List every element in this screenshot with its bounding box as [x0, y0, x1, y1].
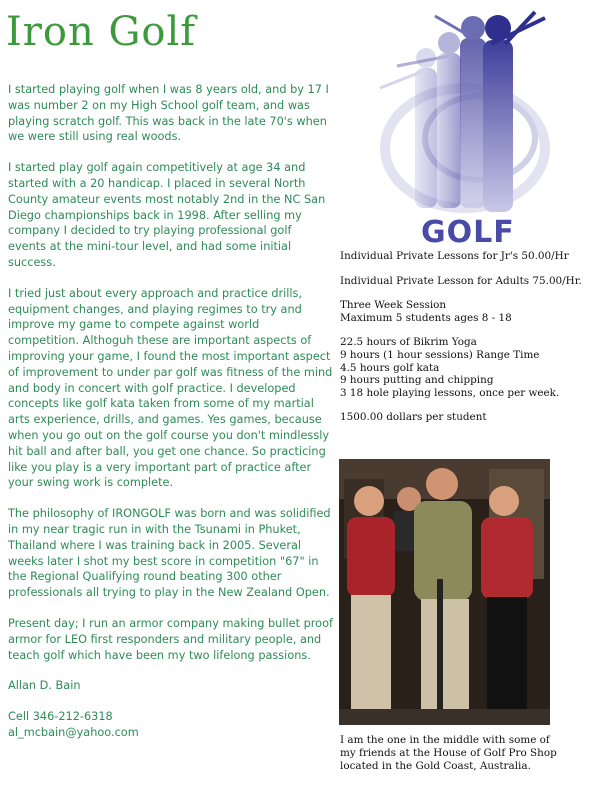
- biography: [8, 82, 333, 741]
- session-details: [340, 299, 595, 324]
- phone-number: Cell 346-212-6318: [8, 710, 113, 724]
- bio-paragraph-1: I started playing golf when I was 8 years old, and by 17 I was number 2 on my High School golf team, and was playing scratch golf. This was back in the late 70's when we were still using real woods.: [8, 83, 329, 144]
- group-photo: [339, 459, 550, 725]
- session-title: Three Week Session: [340, 299, 447, 312]
- bio-paragraph-5: Present day; I run an armor company making bullet proof armor for LEO first responders and military people, and teach golf which have been my two lifelong passions.: [8, 616, 333, 662]
- list-item: 4.5 hours golf kata: [340, 361, 440, 374]
- junior-lesson-price: Individual Private Lessons for Jr's 50.00/Hr: [340, 250, 569, 262]
- photo-caption: I am the one in the middle with some of my friends at the House of Golf Pro Shop located in the Gold Coast, Australia.: [340, 734, 557, 772]
- list-item: 3 18 hole playing lessons, once per week.: [340, 386, 560, 399]
- list-item: 22.5 hours of Bikrim Yoga: [340, 336, 477, 349]
- golfer-swing-icon: [345, 8, 575, 248]
- bio-paragraph-2: I started play golf again competitively at age 34 and started with a 20 handicap. I placed in several North County amateur events most notably 2nd in the NC San Diego championships back in 1998. After selling my company I decided to try playing professional golf events at the mini-tour level, and had some initial success.: [8, 161, 326, 269]
- list-item: 9 hours putting and chipping: [340, 374, 494, 387]
- list-item: 9 hours (1 hour sessions) Range Time: [340, 348, 540, 361]
- author-name: Allan D. Bain: [8, 679, 81, 693]
- session-max-students: Maximum 5 students ages 8 - 18: [340, 311, 512, 324]
- session-items-list: [340, 336, 595, 399]
- lesson-info: [340, 250, 595, 436]
- session-price: 1500.00 dollars per student: [340, 411, 487, 424]
- adult-lesson-price: Individual Private Lesson for Adults 75.00/Hr.: [340, 274, 582, 287]
- golf-logo: [345, 8, 575, 248]
- page-title: Iron Golf: [6, 9, 197, 55]
- email-address: al_mcbain@yahoo.com: [8, 725, 139, 739]
- bio-paragraph-4: The philosophy of IRONGOLF was born and was solidified in my near tragic run in with the Tsunami in Phuket, Thailand where I was training back in 2005. Several weeks later I shot my best score in competition "67" in the Regional Qualifying round beating 300 other professionals all trying to play in the New Zealand Open.: [8, 507, 331, 600]
- bio-paragraph-3: I tried just about every approach and practice drills, equipment changes, and playing regimes to try and improve my game to compete against world competition. Althoguh these are important aspects of improving your game, I found the most important aspect of improvement to under par golf was fitness of the mind and body in concert with golf practice. I developed concepts like golf kata taken from some of my martial arts experience, drills, and games. Yes games, because when you go out on the golf course you don't mindlessly hit ball and after ball, you get one chance. So practicing like you play is a very important part of practice after your swing work is complete.: [8, 286, 333, 490]
- logo-text: GOLF: [421, 215, 515, 248]
